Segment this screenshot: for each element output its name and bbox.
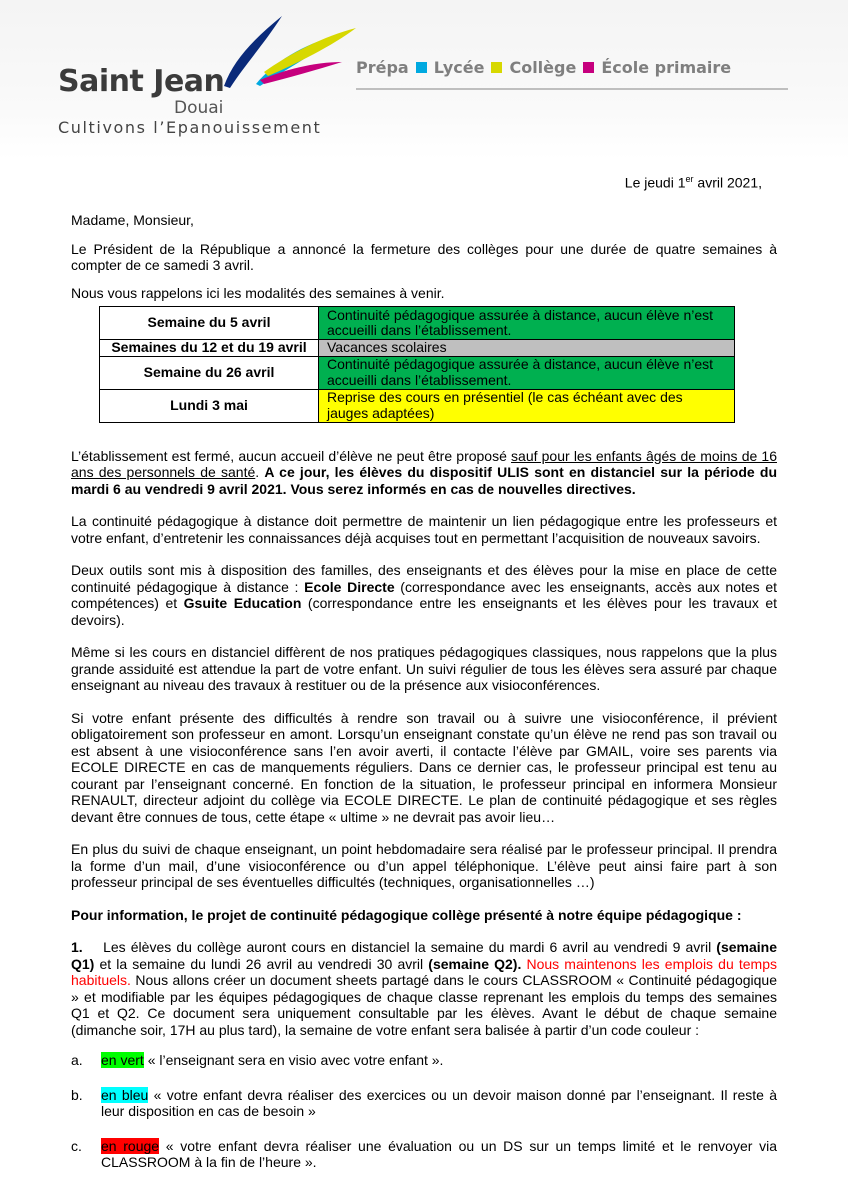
schedule-status: Reprise des cours en présentiel (le cas échéant avec des jauges adaptées) [319, 389, 735, 422]
school-levels-nav [356, 58, 788, 94]
weekly-paragraph: En plus du suivi de chaque enseignant, un point hebdomadaire sera réalisé par le professeur principal. Il prendra la forme d’un mail, d’une visioconférence ou d’un appel téléphonique. L’élève peut ainsi faire part à son professeur principal de ses éventuelles difficultés (techniques, organisationnelles …) [71, 841, 777, 890]
level-college[interactable]: Collège [509, 58, 577, 77]
college-square-icon [491, 62, 502, 73]
lycee-square-icon [416, 62, 427, 73]
info-heading: Pour information, le projet de continuité pédagogique collège présenté à notre équipe pédagogique : [71, 906, 742, 923]
color-code-red: c. en rouge « votre enfant devra réaliser une évaluation ou un DS sur un temps limité et le renvoyer via CLASSROOM à la fin de l’heure ». [71, 1137, 777, 1170]
primaire-square-icon [583, 62, 594, 73]
schedule-status: Continuité pédagogique assurée à distance, aucun élève n’est accueilli dans l’établissement. [319, 356, 735, 389]
logo-tagline: Cultivons l’Epanouissement [58, 118, 322, 137]
level-lycee[interactable]: Lycée [433, 58, 485, 77]
color-code-green: a. en vert « l’enseignant sera en visio avec votre enfant ». [71, 1052, 444, 1068]
schedule-week: Lundi 3 mai [100, 389, 319, 422]
tools-paragraph: Deux outils sont mis à disposition des familles, des enseignants et des élèves pour la mise en place de cette continuité pédagogique à distance : Ecole Directe (correspondance avec les enseignants, accès aux notes et compétences) et Gsuite Education (correspondance entre les enseignants et les élèves pour les travaux et devoirs). [71, 562, 778, 628]
school-logo [54, 14, 354, 144]
letter-date: Le jeudi 1er avril 2021, [624, 174, 762, 191]
logo-city: Douai [174, 98, 224, 118]
table-row [100, 389, 735, 422]
schedule-table [99, 306, 735, 423]
schedule-status: Vacances scolaires [319, 340, 735, 357]
salutation: Madame, Monsieur, [71, 212, 194, 228]
nav-divider [356, 88, 788, 90]
red-highlight: en rouge [101, 1137, 160, 1154]
table-row [100, 340, 735, 357]
assiduity-paragraph: Même si les cours en distanciel diffèrent de nos pratiques pédagogiques classiques, nous rappelons que la plus grande assiduité est attendue la part de votre enfant. Un suivi régulier de tous les élèves sera assuré par chaque enseignant au niveau des travaux à restituer ou de la présence aux visioconférences. [71, 644, 777, 693]
schedule-status: Continuité pédagogique assurée à distance, aucun élève n’est accueilli dans l’établissement. [319, 307, 735, 340]
schedule-week: Semaine du 26 avril [100, 356, 319, 389]
intro-reminder: Nous vous rappelons ici les modalités des semaines à venir. [71, 284, 445, 301]
point-1: 1. Les élèves du collège auront cours en distanciel la semaine du mardi 6 avril au vendredi 9 avril (semaine Q1) et la semaine du lundi 26 avril au vendredi 30 avril (semaine Q2). Nous maintenons les emplois du temps habituels. Nous allons créer un document sheets partagé dans le cours CLASSROOM « Continuité pédagogique » et modifiable par les équipes pédagogiques de chaque classe reprenant les emplois du temps des semaines Q1 et Q2. Ce document sera uniquement consultable par les élèves. Avant le début de chaque semaine (dimanche soir, 17H au plus tard), la semaine de votre enfant sera balisée à partir d’un code couleur : [71, 939, 778, 1038]
level-ecole-primaire[interactable]: École primaire [601, 58, 732, 77]
level-prepa[interactable]: Prépa [356, 58, 409, 77]
intro-paragraph: Le Président de la République a annoncé la fermeture des collèges pour une durée de quatre semaines à compter de ce samedi 3 avril. [71, 240, 777, 273]
letterhead [0, 0, 848, 160]
difficulties-paragraph: Si votre enfant présente des difficultés à rendre son travail ou à suivre une visioconférence, il prévient obligatoirement son professeur en amont. Lorsqu’un enseignant constate qu’un élève ne rend pas son travail ou est absent à une visioconférence sans l’en avoir averti, il contacte l’élève par GMAIL, voire ses parents via ECOLE DIRECTE en cas de manquements réguliers. Dans ce dernier cas, le professeur principal est tenu au courant par l’enseignant concerné. En fonction de la situation, le professeur principal en informera Monsieur RENAULT, directeur adjoint du collège via ECOLE DIRECTE. Le plan de continuité pédagogique et ses règles devant être connues de tous, cette étape « ultime » ne devrait pas avoir lieu… [71, 709, 777, 825]
schedule-week: Semaines du 12 et du 19 avril [100, 340, 319, 357]
blue-highlight: en bleu [101, 1086, 149, 1103]
closure-paragraph: L’établissement est fermé, aucun accueil d’élève ne peut être proposé sauf pour les enfants âgés de moins de 16 ans des personnels de santé. A ce jour, les élèves du dispositif ULIS sont en distanciel sur la période du mardi 6 au vendredi 9 avril 2021. Vous serez informés en cas de nouvelles directives. [71, 447, 777, 497]
schedule-week: Semaine du 5 avril [100, 307, 319, 340]
green-highlight: en vert [101, 1052, 144, 1068]
logo-name: Saint Jean [58, 64, 225, 99]
table-row [100, 356, 735, 389]
color-code-blue: b. en bleu « votre enfant devra réaliser des exercices ou un devoir maison donné par l’enseignant. Il reste à leur disposition en cas de besoin » [71, 1086, 777, 1119]
table-row [100, 307, 735, 340]
continuity-paragraph: La continuité pédagogique à distance doit permettre de maintenir un lien pédagogique entre les professeurs et votre enfant, d’entretenir les connaissances déjà acquises tout en permettant l’acquisition de nouveaux savoirs. [71, 513, 777, 546]
letter-body [71, 212, 777, 1171]
